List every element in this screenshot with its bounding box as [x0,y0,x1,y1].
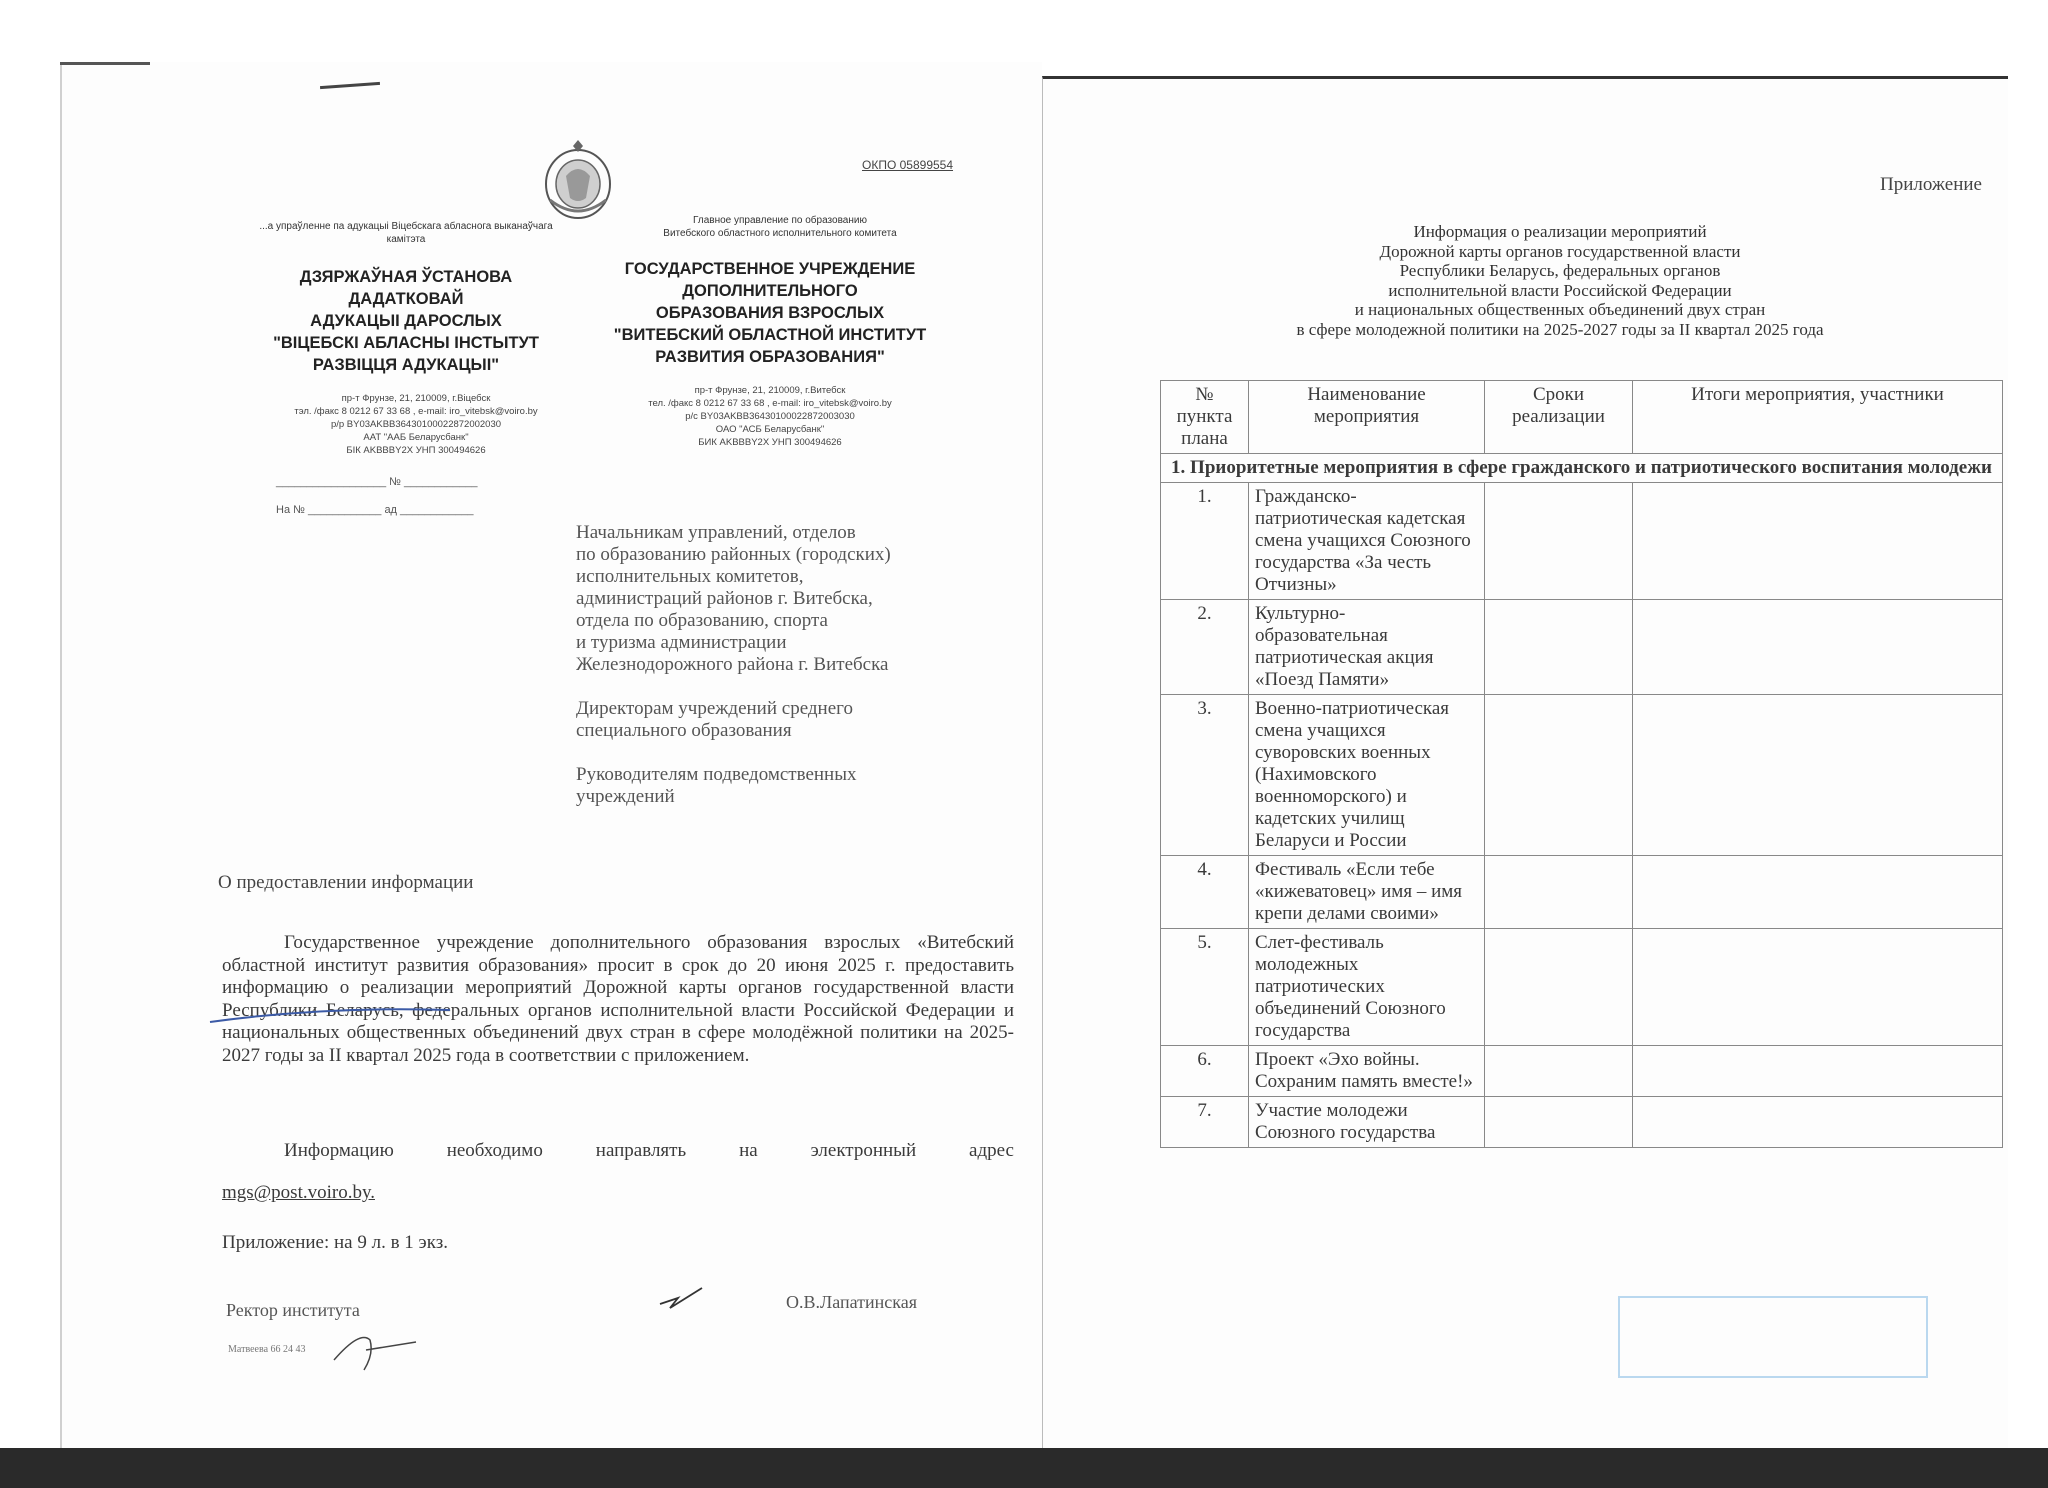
initials-mark [330,1320,420,1374]
addressee-block [576,522,1006,808]
addressee-line: отдела по образованию, спорта [576,610,828,631]
events-table [1160,380,2003,1148]
attachment-note: Приложение: на 9 л. в 1 экз. [222,1232,448,1253]
event-result [1633,600,2003,695]
ru-contact-line: р/с BY03AKBB36430100022872003030 [685,411,855,422]
event-name: Культурно-образовательная патриотическая акция «Поезд Памяти» [1249,600,1485,695]
ru-name-line: ДОПОЛНИТЕЛЬНОГО [682,282,858,300]
ru-ministry [610,214,950,240]
column-header: № пункта плана [1161,381,1249,454]
event-result [1633,1097,2003,1148]
ru-name-line: РАЗВИТИЯ ОБРАЗОВАНИЯ" [655,348,885,366]
table-row [1161,856,2003,929]
executor-info: Матвеева 66 24 43 [228,1344,306,1355]
addressee-line: Руководителям подведомственных [576,764,857,785]
signature-mark [656,1280,706,1316]
addressee-line: Начальникам управлений, отделов [576,522,856,543]
appendix-title [1160,222,1960,339]
ru-contact-line: ОАО "АСБ Беларусбанк" [715,424,825,435]
rector-label: Ректор института [226,1300,360,1320]
ru-ministry-line: Витебского областного исполнительного комитета [663,228,897,239]
by-name-line: "ВІЦЕБСКІ АБЛАСНЫ ІНСТЫТУТ [273,334,539,352]
by-contact-line: БІК AKBBBY2X УНП 300494626 [346,445,486,456]
row-number: 7. [1161,1097,1249,1148]
table-row [1161,483,2003,600]
by-contacts [256,392,576,457]
event-name: Гражданско-патриотическая кадетская смена учащихся Союзного государства «За честь Отчизны» [1249,483,1485,600]
table-header-row [1161,381,2003,454]
table-row [1161,695,2003,856]
scan-mark [60,62,150,65]
addressee-line: и туризма администрации [576,632,787,653]
addressee-line: Железнодорожного района г. Витебска [576,654,889,675]
event-term [1485,929,1633,1046]
by-name-line: РАЗВІЦЦЯ АДУКАЦЫІ" [312,356,500,374]
event-result [1633,1046,2003,1097]
addressee-line: Директорам учреждений среднего [576,698,853,719]
table-row [1161,1097,2003,1148]
section-row [1161,454,2003,483]
stamp-box [1618,1296,1928,1378]
addressee-line: специального образования [576,720,792,741]
appendix-title-line: исполнительной власти Российской Федерации [1388,280,1732,300]
row-number: 3. [1161,695,1249,856]
event-result [1633,856,2003,929]
by-contact-line: р/р BY03AKBB36430100022872002030 [330,419,502,430]
ru-institution-name [590,258,950,368]
appendix-title-line: Дорожной карты органов государственной власти [1379,241,1741,261]
table-row [1161,929,2003,1046]
table-row [1161,600,2003,695]
state-emblem-icon [540,140,616,222]
by-contact-line: ААТ "ААБ Беларусбанк" [363,432,469,443]
event-result [1633,483,2003,600]
addressee-line: администраций районов г. Витебска, [576,588,873,609]
event-result [1633,929,2003,1046]
event-term [1485,695,1633,856]
column-header: Итоги мероприятия, участники [1633,381,2003,454]
row-number: 6. [1161,1046,1249,1097]
okpo-code: ОКПО 05899554 [862,158,954,172]
handwritten-underline [206,992,456,1028]
ru-name-line: "ВИТЕБСКИЙ ОБЛАСТНОЙ ИНСТИТУТ [613,326,927,344]
incoming-number-line: На № ____________ ад ____________ [276,504,474,516]
addressee-line: учреждений [576,786,675,807]
event-name: Проект «Эхо войны. Сохраним память вместе!» [1249,1046,1485,1097]
event-term [1485,600,1633,695]
row-number: 2. [1161,600,1249,695]
ru-contact-line: БИК AKBBBY2X УНП 300494626 [698,437,842,448]
event-name: Фестиваль «Если тебе «кижеватовец» имя – имя крепи делами своими» [1249,856,1485,929]
by-contact-line: пр-т Фрунзе, 21, 210009, г.Віцебск [341,393,491,404]
appendix-title-line: в сфере молодежной политики на 2025-2027 годы за II квартал 2025 года [1296,319,1824,339]
contact-email-link[interactable]: mgs@post.voiro.by. [222,1182,375,1203]
appendix-title-line: Республики Беларусь, федеральных органов [1399,261,1721,280]
event-term [1485,483,1633,600]
column-header: Сроки реализации [1485,381,1633,454]
event-result [1633,695,2003,856]
by-institution-name [256,266,556,376]
by-name-line: АДУКАЦЫІ ДАРОСЛЫХ [310,312,502,330]
appendix-title-line: Информация о реализации мероприятий [1413,222,1707,241]
by-name-line: ДЗЯРЖАЎНАЯ ЎСТАНОВА [299,268,513,286]
event-term [1485,1046,1633,1097]
appendix-label: Приложение [1880,174,1982,195]
addressee-line: по образованию районных (городских) [576,544,891,565]
event-name: Военно-патриотическая смена учащихся суворовских военных (Нахимовского военноморского) и кадетских училищ Беларуси и России [1249,695,1485,856]
event-term [1485,1097,1633,1148]
ru-contact-line: тел. /факс 8 0212 67 33 68 , e-mail: iro_vitebsk@voiro.by [648,398,892,409]
ru-contact-line: пр-т Фрунзе, 21, 210009, г.Витебск [694,385,846,396]
event-name: Участие молодежи Союзного государства [1249,1097,1485,1148]
appendix-title-line: и национальных общественных объединений двух стран [1354,300,1766,319]
row-number: 4. [1161,856,1249,929]
by-contact-line: тэл. /факс 8 0212 67 33 68 , e-mail: iro_vitebsk@voiro.by [294,406,538,417]
row-number: 5. [1161,929,1249,1046]
letter-paragraph: Государственное учреждение дополнительного образования взрослых «Витебский областной институт развития образования» просит в срок до 20 июня 2025 г. предоставить информацию о реализации мероприятий Дорожной карты органов государственной власти Республики Беларусь, федеральных органов исполнительной власти Российской Федерации и национальных общественных объединений двух стран в сфере молодёжной политики на 2025-2027 годы за II квартал 2025 года в соответствии с приложением. [222,932,1014,1066]
by-ministry: ...а упраўленне па адукацыі Віцебскага абласнога выканаўчага камітэта [259,221,553,245]
letter-paragraph-email-prefix: Информацию необходимо направлять на электронный адрес [284,1140,1014,1161]
outgoing-number-line: __________________ № ____________ [276,476,478,488]
ru-name-line: ОБРАЗОВАНИЯ ВЗРОСЛЫХ [655,304,885,322]
ru-ministry-line: Главное управление по образованию [693,215,867,226]
letter-subject: О предоставлении информации [218,872,474,893]
scanner-edge [0,1448,2048,1488]
ru-contacts [600,384,940,449]
event-name: Слет-фестиваль молодежных патриотических объединений Союзного государства [1249,929,1485,1046]
rector-name: О.В.Лапатинская [786,1292,917,1312]
addressee-line: исполнительных комитетов, [576,566,804,587]
column-header: Наименование мероприятия [1249,381,1485,454]
by-name-line: ДАДАТКОВАЙ [348,290,464,308]
table-row [1161,1046,2003,1097]
section-title: 1. Приоритетные мероприятия в сфере гражданского и патриотического воспитания молодежи [1161,454,2003,483]
ru-name-line: ГОСУДАРСТВЕННОЕ УЧРЕЖДЕНИЕ [624,260,916,278]
event-term [1485,856,1633,929]
row-number: 1. [1161,483,1249,600]
